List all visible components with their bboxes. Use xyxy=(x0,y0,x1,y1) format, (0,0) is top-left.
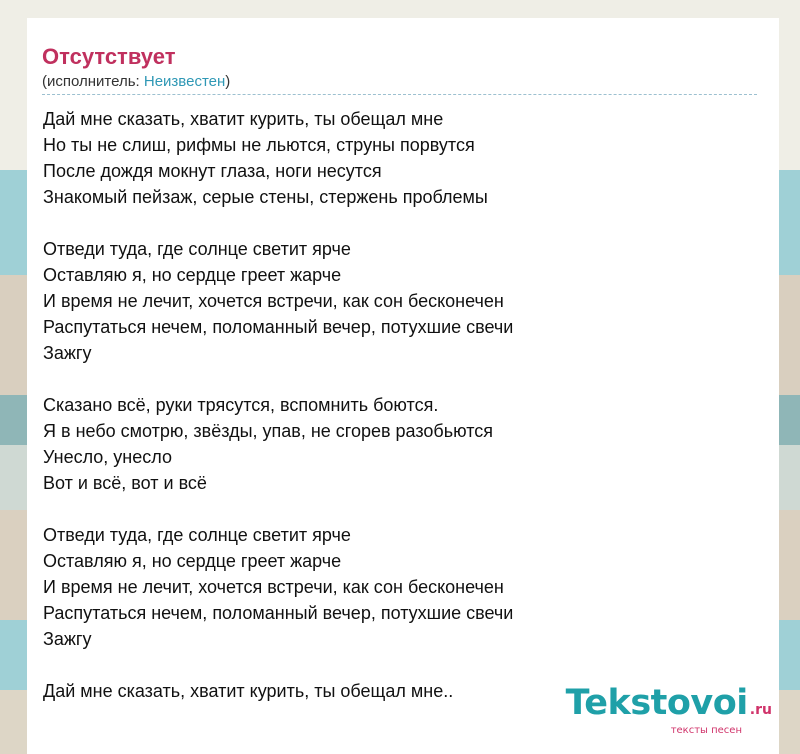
lyrics-line: Сказано всё, руки трясутся, вспомнить боются. xyxy=(43,395,439,415)
lyrics-line: После дождя мокнут глаза, ноги несутся xyxy=(43,161,382,181)
lyrics-line: Дай мне сказать, хватит курить, ты обещал мне.. xyxy=(43,681,454,701)
lyrics-line: Зажгу xyxy=(43,343,92,363)
artist-line xyxy=(42,73,230,90)
lyrics-stanza xyxy=(43,522,763,652)
title-divider xyxy=(42,94,757,95)
lyrics-line: Вот и всё, вот и всё xyxy=(43,473,207,493)
lyrics-stanza xyxy=(43,236,763,366)
logo-tld: .ru xyxy=(749,702,772,718)
lyrics-text xyxy=(43,106,763,704)
lyrics-card xyxy=(27,18,779,754)
artist-link[interactable]: Неизвестен xyxy=(143,73,226,90)
lyrics-line: Распутаться нечем, поломанный вечер, потухшие свечи xyxy=(43,603,514,623)
lyrics-stanza xyxy=(43,106,763,210)
lyrics-line: Отведи туда, где солнце светит ярче xyxy=(43,525,351,545)
artist-suffix: ) xyxy=(225,73,231,90)
lyrics-line: Оставляю я, но сердце греет жарче xyxy=(43,265,342,285)
site-logo[interactable] xyxy=(566,684,772,736)
lyrics-line: Распутаться нечем, поломанный вечер, потухшие свечи xyxy=(43,317,514,337)
lyrics-line: Отведи туда, где солнце светит ярче xyxy=(43,239,351,259)
lyrics-line: И время не лечит, хочется встречи, как сон бесконечен xyxy=(43,577,504,597)
artist-prefix: (исполнитель: xyxy=(42,73,144,90)
lyrics-line: Я в небо смотрю, звёзды, упав, не сгорев разобьются xyxy=(43,421,494,441)
logo-wordmark xyxy=(566,684,772,729)
lyrics-line: Оставляю я, но сердце греет жарче xyxy=(43,551,342,571)
lyrics-line: Дай мне сказать, хватит курить, ты обещал мне xyxy=(43,109,444,129)
song-title: Отсутствует xyxy=(42,44,176,69)
logo-tagline: тексты песен xyxy=(670,725,742,736)
logo-name: Tekstovoi xyxy=(565,683,748,723)
lyrics-line: Но ты не слиш, рифмы не льются, струны порвутся xyxy=(43,135,475,155)
lyrics-line: И время не лечит, хочется встречи, как сон бесконечен xyxy=(43,291,504,311)
lyrics-stanza xyxy=(43,392,763,496)
lyrics-line: Унесло, унесло xyxy=(43,447,172,467)
lyrics-line: Знакомый пейзаж, серые стены, стержень проблемы xyxy=(43,187,488,207)
lyrics-line: Зажгу xyxy=(43,629,92,649)
